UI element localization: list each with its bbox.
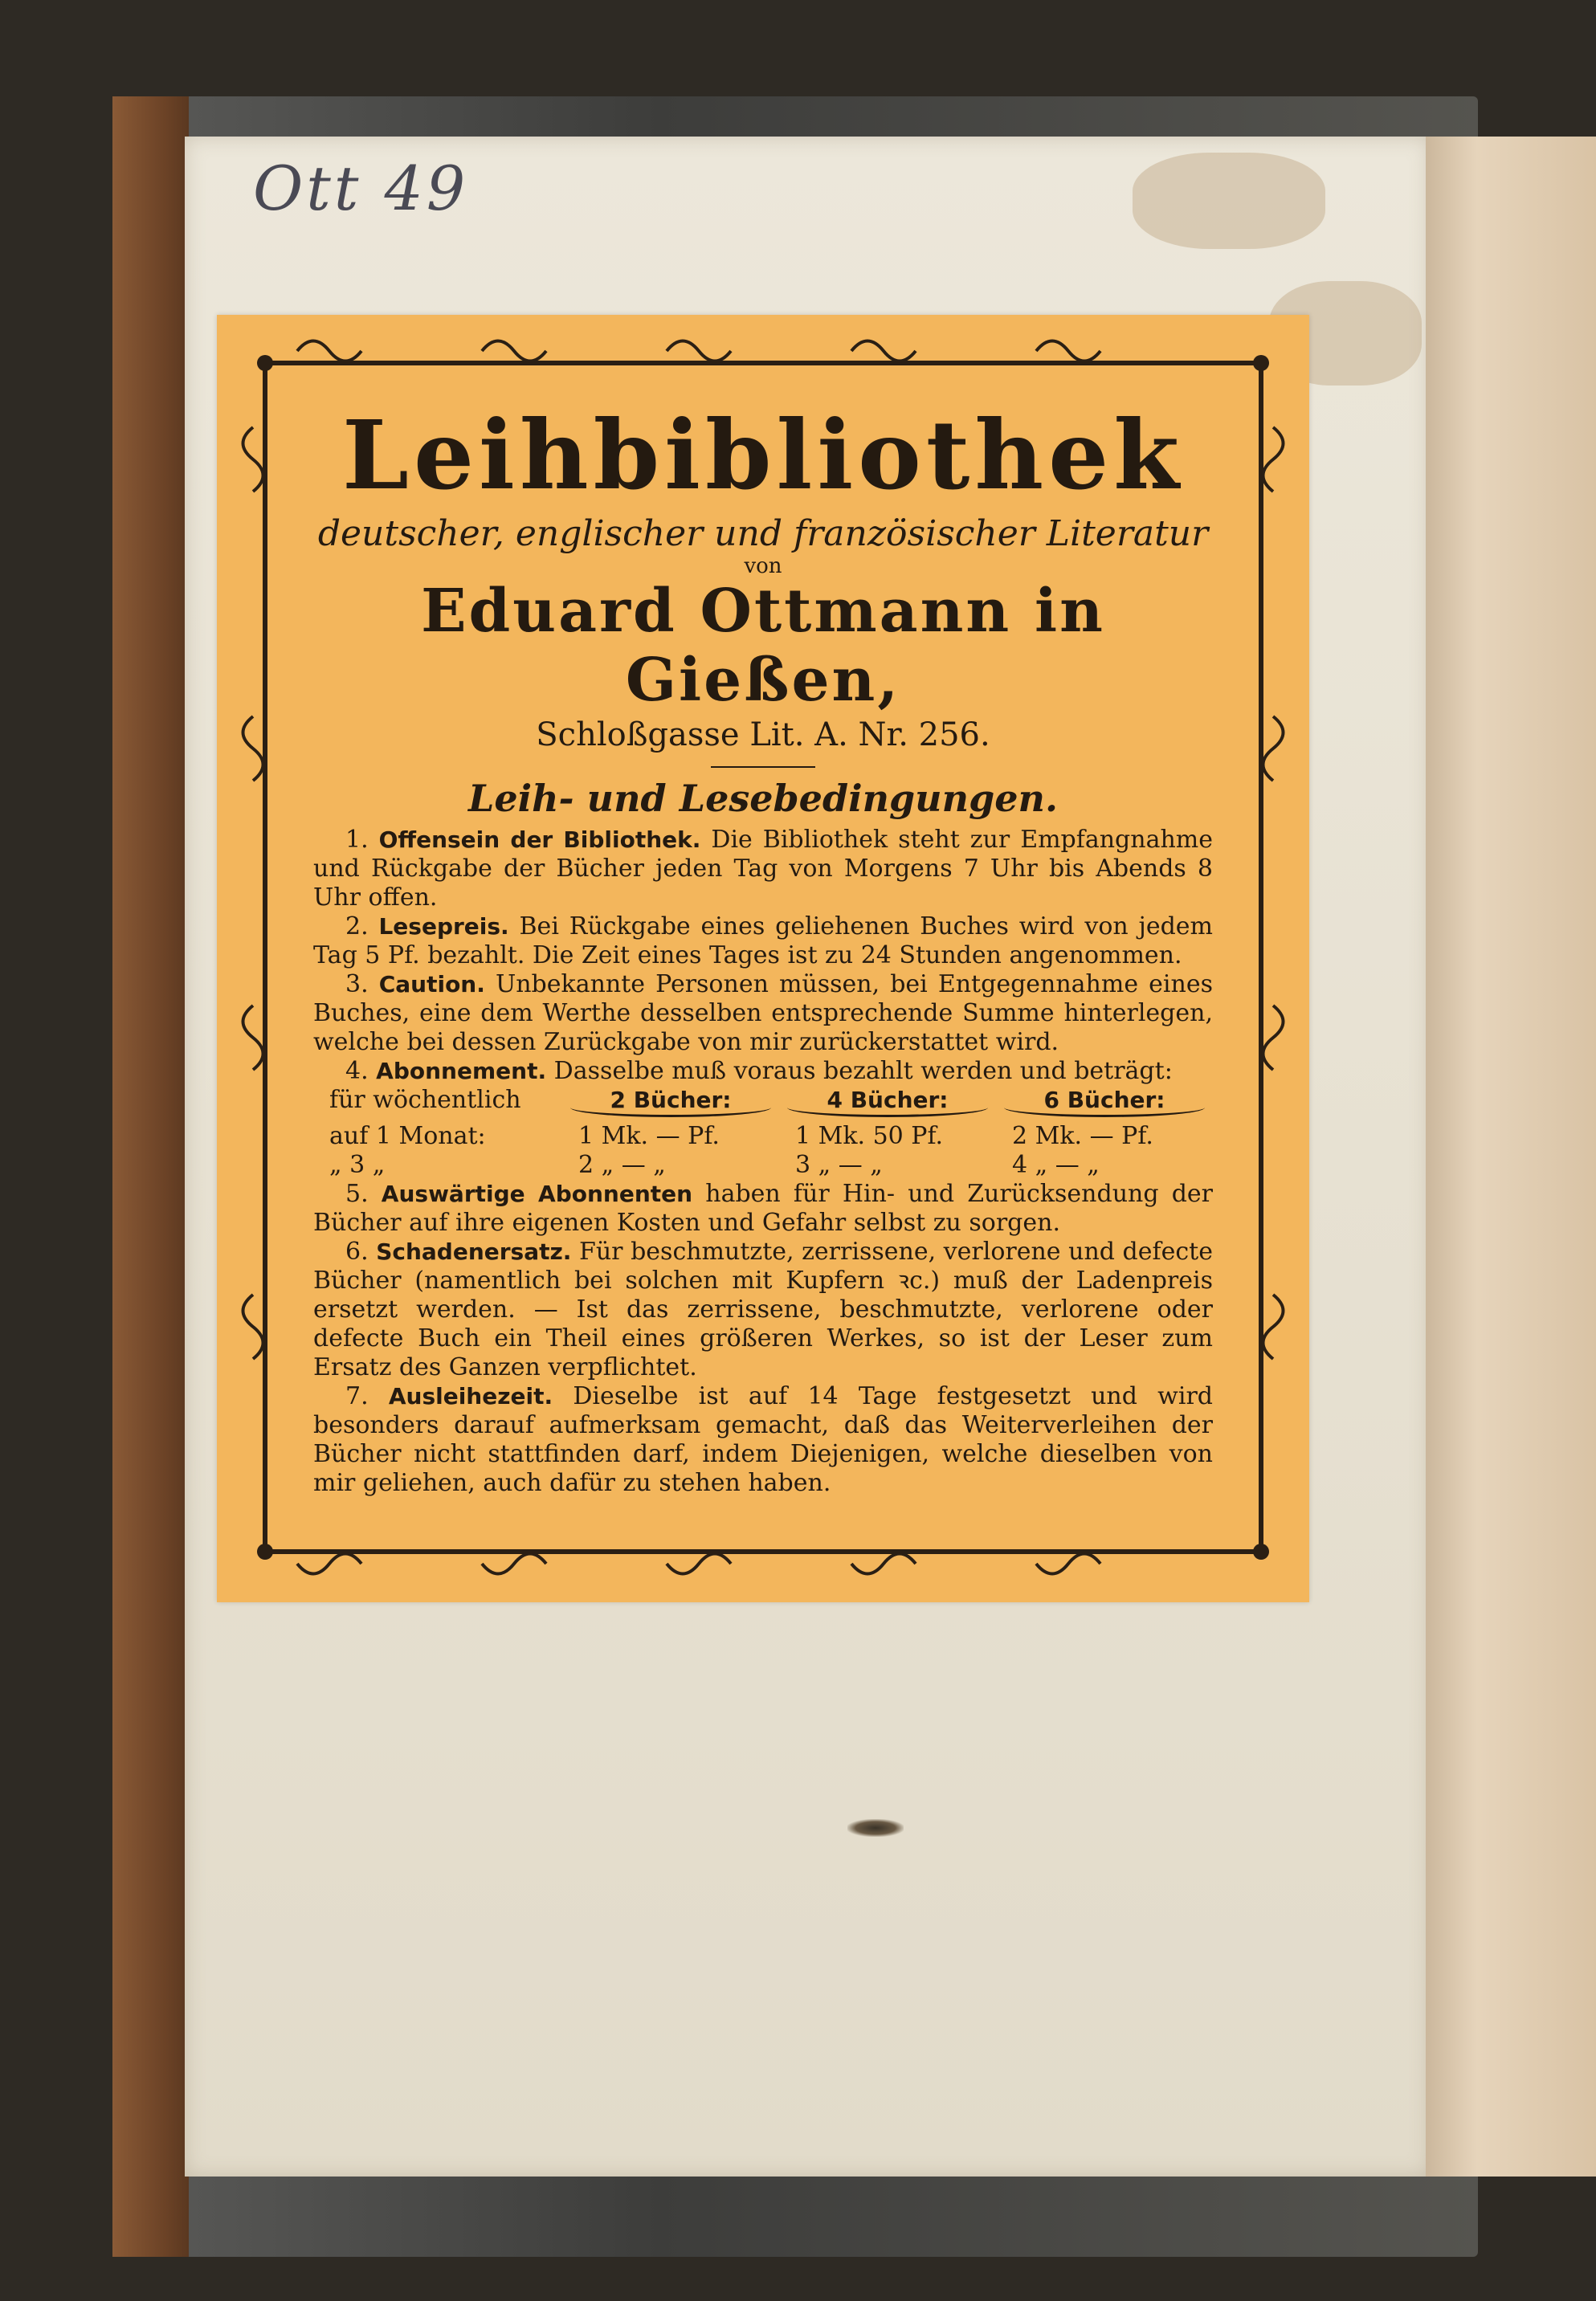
rule-6: 6. Schadenersatz. Für beschmutzte, zerrissene, verlorene und defecte Bücher (namentlich bei solchen mit Kupfern ꝛc.) muß der Ladenpreis ersetzt werden. — Ist das zerrissene, beschmutzte, verlorene oder defecte Buch ein Theil eines größeren Werkes, so ist der Leser zum Ersatz des Ganzen verpflichtet. (313, 1238, 1213, 1381)
conditions-heading: Leih- und Lesebedingungen. (468, 777, 1058, 820)
rule-3: 3. Caution. Unbekannte Personen müssen, bei Entgegennahme eines Buches, eine dem Werthe desselben entsprechende Summe hinterlegen, welche bei dessen Zurückgabe von mir zurückerstattet wird. (313, 970, 1213, 1056)
ink-spot (847, 1819, 904, 1837)
rates-cell: 3 „ — „ (795, 1151, 883, 1179)
paper-stain (1133, 153, 1325, 249)
rates-cell: auf 1 Monat: (329, 1122, 486, 1150)
rule-5: 5. Auswärtige Abonnenten haben für Hin- und Zurücksendung der Bücher auf ihre eigenen Kosten und Gefahr selbst zu sorgen. (313, 1180, 1213, 1237)
endpaper (1426, 137, 1596, 2177)
rule-1: 1. Offensein der Bibliothek. Die Bibliothek steht zur Empfangnahme und Rückgabe der Bücher jeden Tag von Morgens 7 Uhr bis Abends 8 Uhr offen. (313, 826, 1213, 912)
rule-4: 4. Abonnement. Dasselbe muß voraus bezahlt werden und beträgt: (345, 1057, 1173, 1085)
leather-spine (112, 96, 189, 2257)
divider (711, 766, 815, 768)
owner-name: Eduard Ottmann in Gießen, (421, 577, 1105, 715)
rates-header-cell: für wöchentlich (329, 1086, 521, 1114)
label-title: Leihbibliothek (342, 399, 1184, 511)
label-von: von (744, 554, 782, 578)
label-content (313, 399, 1213, 1497)
rates-header-cell: 2 Bücher: (570, 1086, 771, 1117)
rates-header-cell: 6 Bücher: (1004, 1086, 1205, 1117)
rates-cell: 1 Mk. 50 Pf. (795, 1122, 944, 1150)
rates-cell: 2 Mk. — Pf. (1012, 1122, 1153, 1150)
subscription-rates-table (313, 1086, 1213, 1180)
rates-cell: 1 Mk. — Pf. (578, 1122, 720, 1150)
rule-7: 7. Ausleihezeit. Dieselbe ist auf 14 Tage festgesetzt und wird besonders darauf aufmerksam gemacht, daß das Weiterverleihen der Bücher nicht stattfinden darf, indem Diejenigen, welche dieselben von mir geliehen, auch dafür zu stehen haben. (313, 1382, 1213, 1497)
library-label (217, 315, 1309, 1602)
rates-cell: „ 3 „ (329, 1151, 386, 1179)
label-subtitle: deutscher, englischer und französischer Literatur (317, 513, 1209, 554)
owner-address: Schloßgasse Lit. A. Nr. 256. (536, 716, 990, 753)
rule-2: 2. Lesepreis. Bei Rückgabe eines geliehenen Buches wird von jedem Tag 5 Pf. bezahlt. Die Zeit eines Tages ist zu 24 Stunden angenommen. (313, 912, 1213, 969)
rates-cell: 4 „ — „ (1012, 1151, 1100, 1179)
rates-cell: 2 „ — „ (578, 1151, 666, 1179)
handwritten-shelfmark: Ott 49 (253, 153, 469, 224)
rates-header-cell: 4 Bücher: (787, 1086, 988, 1117)
